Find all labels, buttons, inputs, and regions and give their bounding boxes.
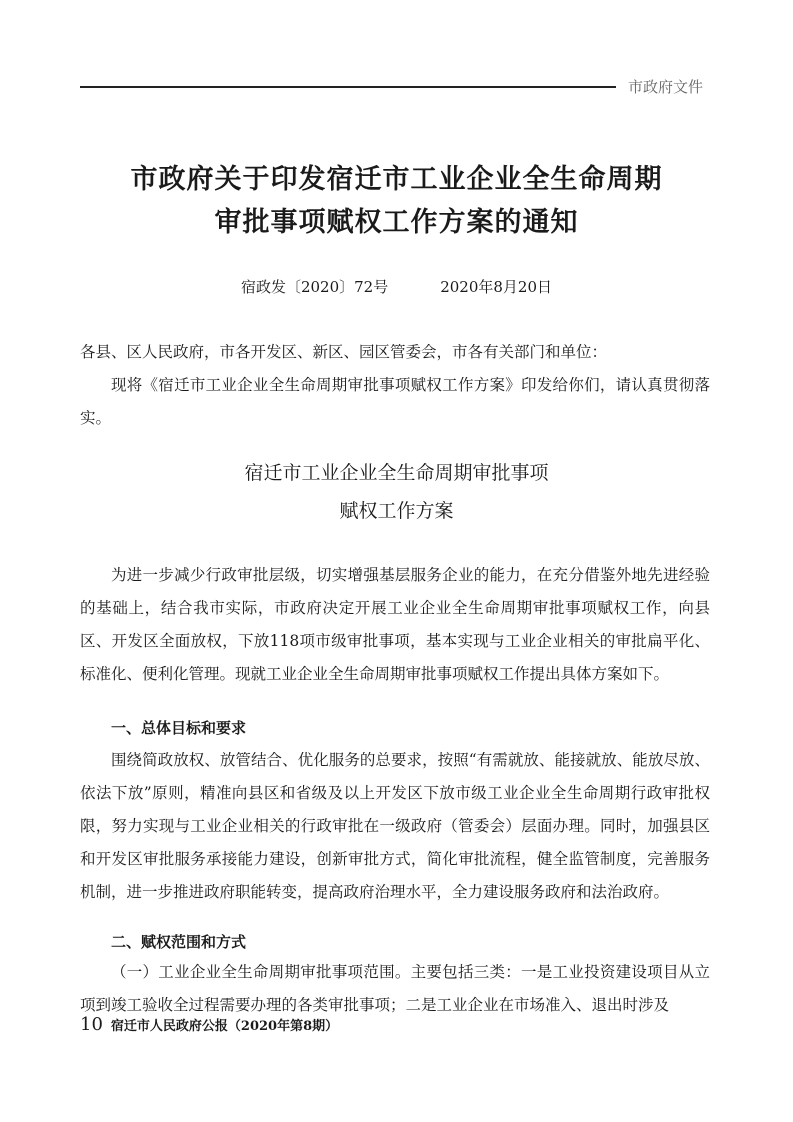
document-number-row bbox=[0, 276, 793, 297]
publication-name: 宿迁市人民政府公报（2020年第8期） bbox=[110, 1019, 339, 1034]
salutation: 各县、区人民政府，市各开发区、新区、园区管委会，市各有关部门和单位： bbox=[80, 343, 608, 361]
header-label: 市政府文件 bbox=[627, 78, 703, 96]
section1-heading: 一、总体目标和要求 bbox=[111, 719, 247, 737]
section1-paragraph: 围绕简政放权、放管结合、优化服务的总要求，按照“有需就放、能接就放、能放尽放、依法下放”原则，精准向县区和省级及以上开发区下放市级工业企业全生命周期行政审批权限，努力实现与工业企业相关的行政审批在一级政府（管委会）层面办理。同时，加强县区和开发区审批服务承接能力建设，创新审批方式，简化审批流程，健全监管制度，完善服务机制，进一步推进政府职能转变，提高政府治理水平，全力建设服务政府和法治政府。 bbox=[80, 751, 710, 901]
plan-title-line2: 赋权工作方案 bbox=[339, 500, 454, 522]
preface-paragraph: 为进一步减少行政审批层级，切实增强基层服务企业的能力，在充分借鉴外地先进经验的基础上，结合我市实际，市政府决定开展工业企业全生命周期审批事项赋权工作，向县区、开发区全面放权，下放118项市级审批事项，基本实现与工业企业相关的审批扁平化、标准化、便利化管理。现就工业企业全生命周期审批事项赋权工作提出具体方案如下。 bbox=[80, 566, 710, 683]
plan-title-line1: 宿迁市工业企业全生命周期审批事项 bbox=[244, 462, 549, 484]
document-title-line2: 审批事项赋权工作方案的通知 bbox=[214, 207, 579, 238]
intro-paragraph: 现将《宿迁市工业企业全生命周期审批事项赋权工作方案》印发给你们，请认真贯彻落实。 bbox=[80, 376, 710, 427]
document-title-line1: 市政府关于印发宿迁市工业企业全生命周期 bbox=[130, 164, 663, 195]
section2-heading: 二、赋权范围和方式 bbox=[111, 933, 247, 951]
header-rule bbox=[80, 86, 616, 88]
document-date: 2020年8月20日 bbox=[440, 278, 553, 296]
page-number: 10 bbox=[80, 1014, 103, 1035]
document-number: 宿政发〔2020〕72号 bbox=[240, 278, 389, 296]
page-footer bbox=[80, 1014, 338, 1035]
section2-paragraph: （一）工业企业全生命周期审批事项范围。主要包括三类：一是工业投资建设项目从立项到竣工验收全过程需要办理的各类审批事项；二是工业企业在市场准入、退出时涉及 bbox=[80, 963, 710, 1014]
